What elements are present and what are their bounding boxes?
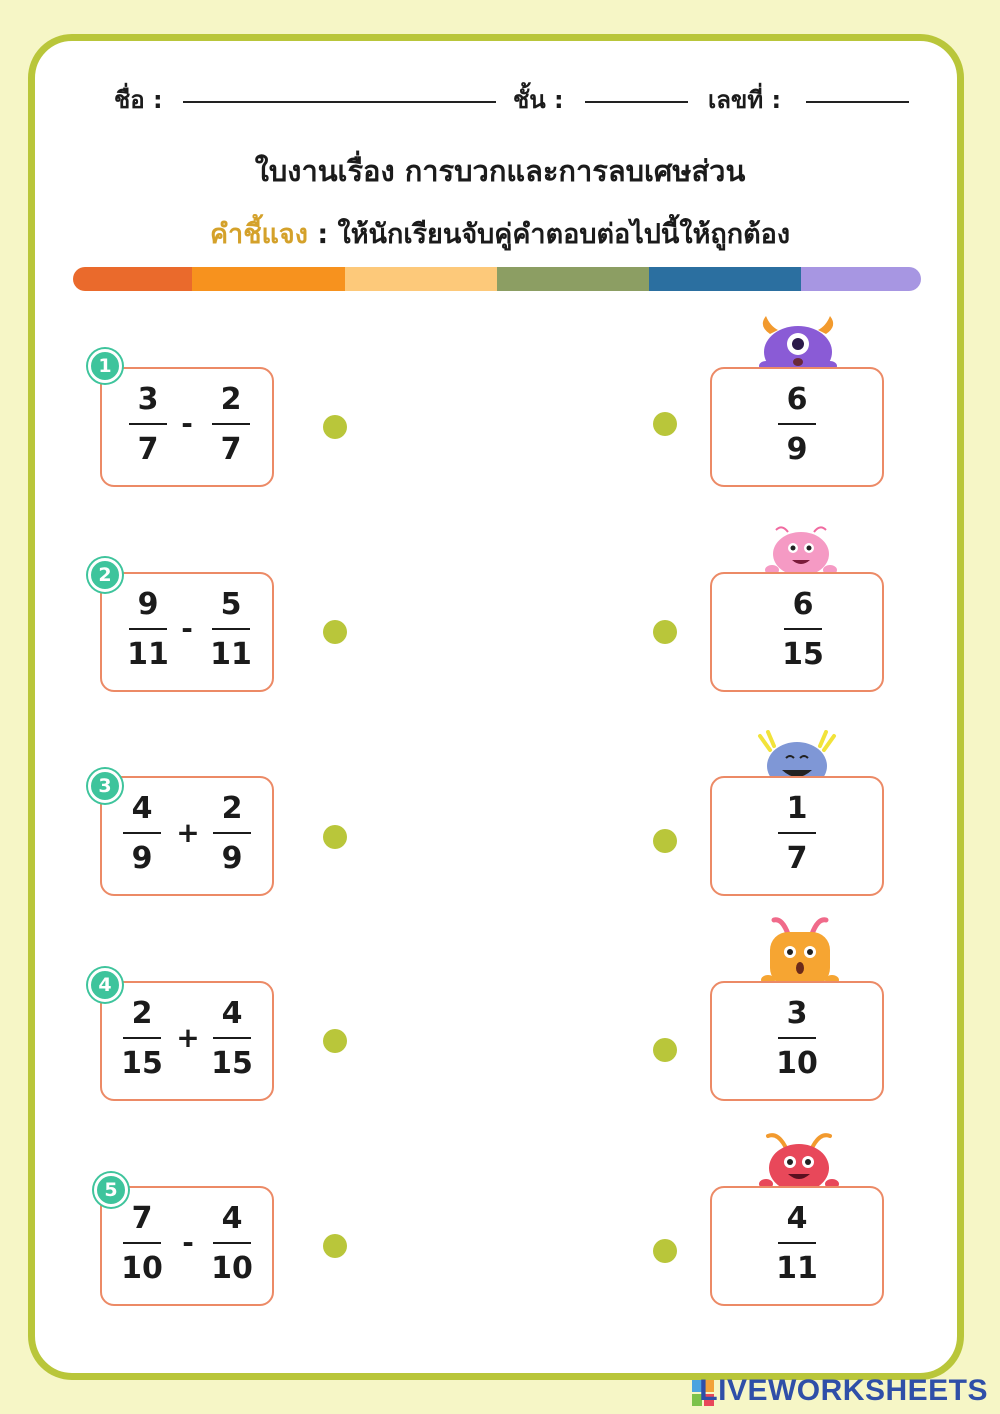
divider-segment xyxy=(801,267,921,291)
numerator: 3 xyxy=(137,382,159,417)
answer-fraction xyxy=(774,381,820,469)
denominator: 9 xyxy=(786,432,808,467)
match-dot-right-3[interactable] xyxy=(653,829,677,853)
denominator: 7 xyxy=(786,841,808,876)
divider-segment xyxy=(497,267,649,291)
question-box-1 xyxy=(100,367,274,487)
answer-box-2 xyxy=(710,572,884,692)
question-number-badge: 5 xyxy=(94,1173,128,1207)
number-label: เลขที่ : xyxy=(708,86,782,114)
operator: - xyxy=(181,407,193,440)
answer-fraction xyxy=(774,790,820,878)
match-dot-left-4[interactable] xyxy=(323,1029,347,1053)
question-box-2 xyxy=(100,572,274,692)
instruction xyxy=(0,212,1000,255)
fraction-a xyxy=(119,1200,165,1288)
worksheet-title: ใบงานเรื่อง การบวกและการลบเศษส่วน xyxy=(254,154,746,188)
fraction-b xyxy=(209,1200,255,1288)
numerator: 4 xyxy=(221,1201,243,1236)
match-dot-left-3[interactable] xyxy=(323,825,347,849)
denominator: 11 xyxy=(127,637,169,672)
divider-segment xyxy=(345,267,497,291)
numerator: 1 xyxy=(786,791,808,826)
question-number-badge: 1 xyxy=(88,349,122,383)
question-number-badge: 3 xyxy=(88,769,122,803)
divider-segment xyxy=(73,267,192,291)
numerator: 6 xyxy=(792,587,814,622)
denominator: 11 xyxy=(776,1251,818,1286)
answer-box-5 xyxy=(710,1186,884,1306)
match-dot-left-2[interactable] xyxy=(323,620,347,644)
name-label: ชื่อ : xyxy=(114,86,163,114)
match-dot-right-5[interactable] xyxy=(653,1239,677,1263)
denominator: 9 xyxy=(221,841,243,876)
red-monster-icon xyxy=(756,1128,842,1192)
fraction-a xyxy=(119,790,165,878)
denominator: 15 xyxy=(211,1046,253,1081)
question-box-5 xyxy=(100,1186,274,1306)
denominator: 10 xyxy=(121,1251,163,1286)
numerator: 6 xyxy=(786,382,808,417)
operator: + xyxy=(176,1021,200,1054)
purple-monster-icon xyxy=(752,312,844,374)
answer-box-1 xyxy=(710,367,884,487)
divider-segment xyxy=(192,267,345,291)
fraction-b xyxy=(209,790,255,878)
class-field[interactable] xyxy=(585,101,688,103)
question-number-badge: 4 xyxy=(88,968,122,1002)
denominator: 10 xyxy=(211,1251,253,1286)
match-dot-right-1[interactable] xyxy=(653,412,677,436)
orange-monster-icon xyxy=(758,914,842,988)
operator: - xyxy=(181,612,193,645)
name-field[interactable] xyxy=(183,101,496,103)
match-dot-left-5[interactable] xyxy=(323,1234,347,1258)
denominator: 9 xyxy=(131,841,153,876)
match-dot-right-4[interactable] xyxy=(653,1038,677,1062)
numerator: 4 xyxy=(131,791,153,826)
operator: - xyxy=(182,1226,194,1259)
fraction-b xyxy=(208,381,254,469)
denominator: 7 xyxy=(137,432,159,467)
numerator: 3 xyxy=(786,996,808,1031)
numerator: 4 xyxy=(221,996,243,1031)
instruction-text: : ให้นักเรียนจับคู่คำตอบต่อไปนี้ให้ถูกต้อง xyxy=(317,219,791,250)
divider-segment xyxy=(649,267,801,291)
operator: + xyxy=(176,816,200,849)
rainbow-divider xyxy=(73,267,921,291)
denominator: 11 xyxy=(210,637,252,672)
fraction-a xyxy=(119,995,165,1083)
pink-monster-icon xyxy=(762,522,840,576)
fraction-b xyxy=(208,586,254,674)
denominator: 7 xyxy=(220,432,242,467)
numerator: 7 xyxy=(131,1201,153,1236)
denominator: 10 xyxy=(776,1046,818,1081)
answer-box-4 xyxy=(710,981,884,1101)
question-box-3 xyxy=(100,776,274,896)
answer-fraction xyxy=(774,995,820,1083)
match-dot-right-2[interactable] xyxy=(653,620,677,644)
fraction-a xyxy=(125,586,171,674)
answer-box-3 xyxy=(710,776,884,896)
numerator: 9 xyxy=(137,587,159,622)
fraction-b xyxy=(209,995,255,1083)
numerator: 2 xyxy=(221,791,243,826)
brand-name[interactable]: LIVEWORKSHEETS xyxy=(699,1374,988,1407)
denominator: 15 xyxy=(121,1046,163,1081)
fraction-a xyxy=(125,381,171,469)
class-label: ชั้น : xyxy=(513,86,564,114)
question-number-badge: 2 xyxy=(88,558,122,592)
instruction-label: คำชี้แจง xyxy=(209,219,308,250)
denominator: 15 xyxy=(782,637,824,672)
numerator: 4 xyxy=(786,1201,808,1236)
answer-fraction xyxy=(774,1200,820,1288)
numerator: 2 xyxy=(220,382,242,417)
numerator: 2 xyxy=(131,996,153,1031)
number-field[interactable] xyxy=(806,101,909,103)
numerator: 5 xyxy=(220,587,242,622)
answer-fraction xyxy=(780,586,826,674)
match-dot-left-1[interactable] xyxy=(323,415,347,439)
question-box-4 xyxy=(100,981,274,1101)
